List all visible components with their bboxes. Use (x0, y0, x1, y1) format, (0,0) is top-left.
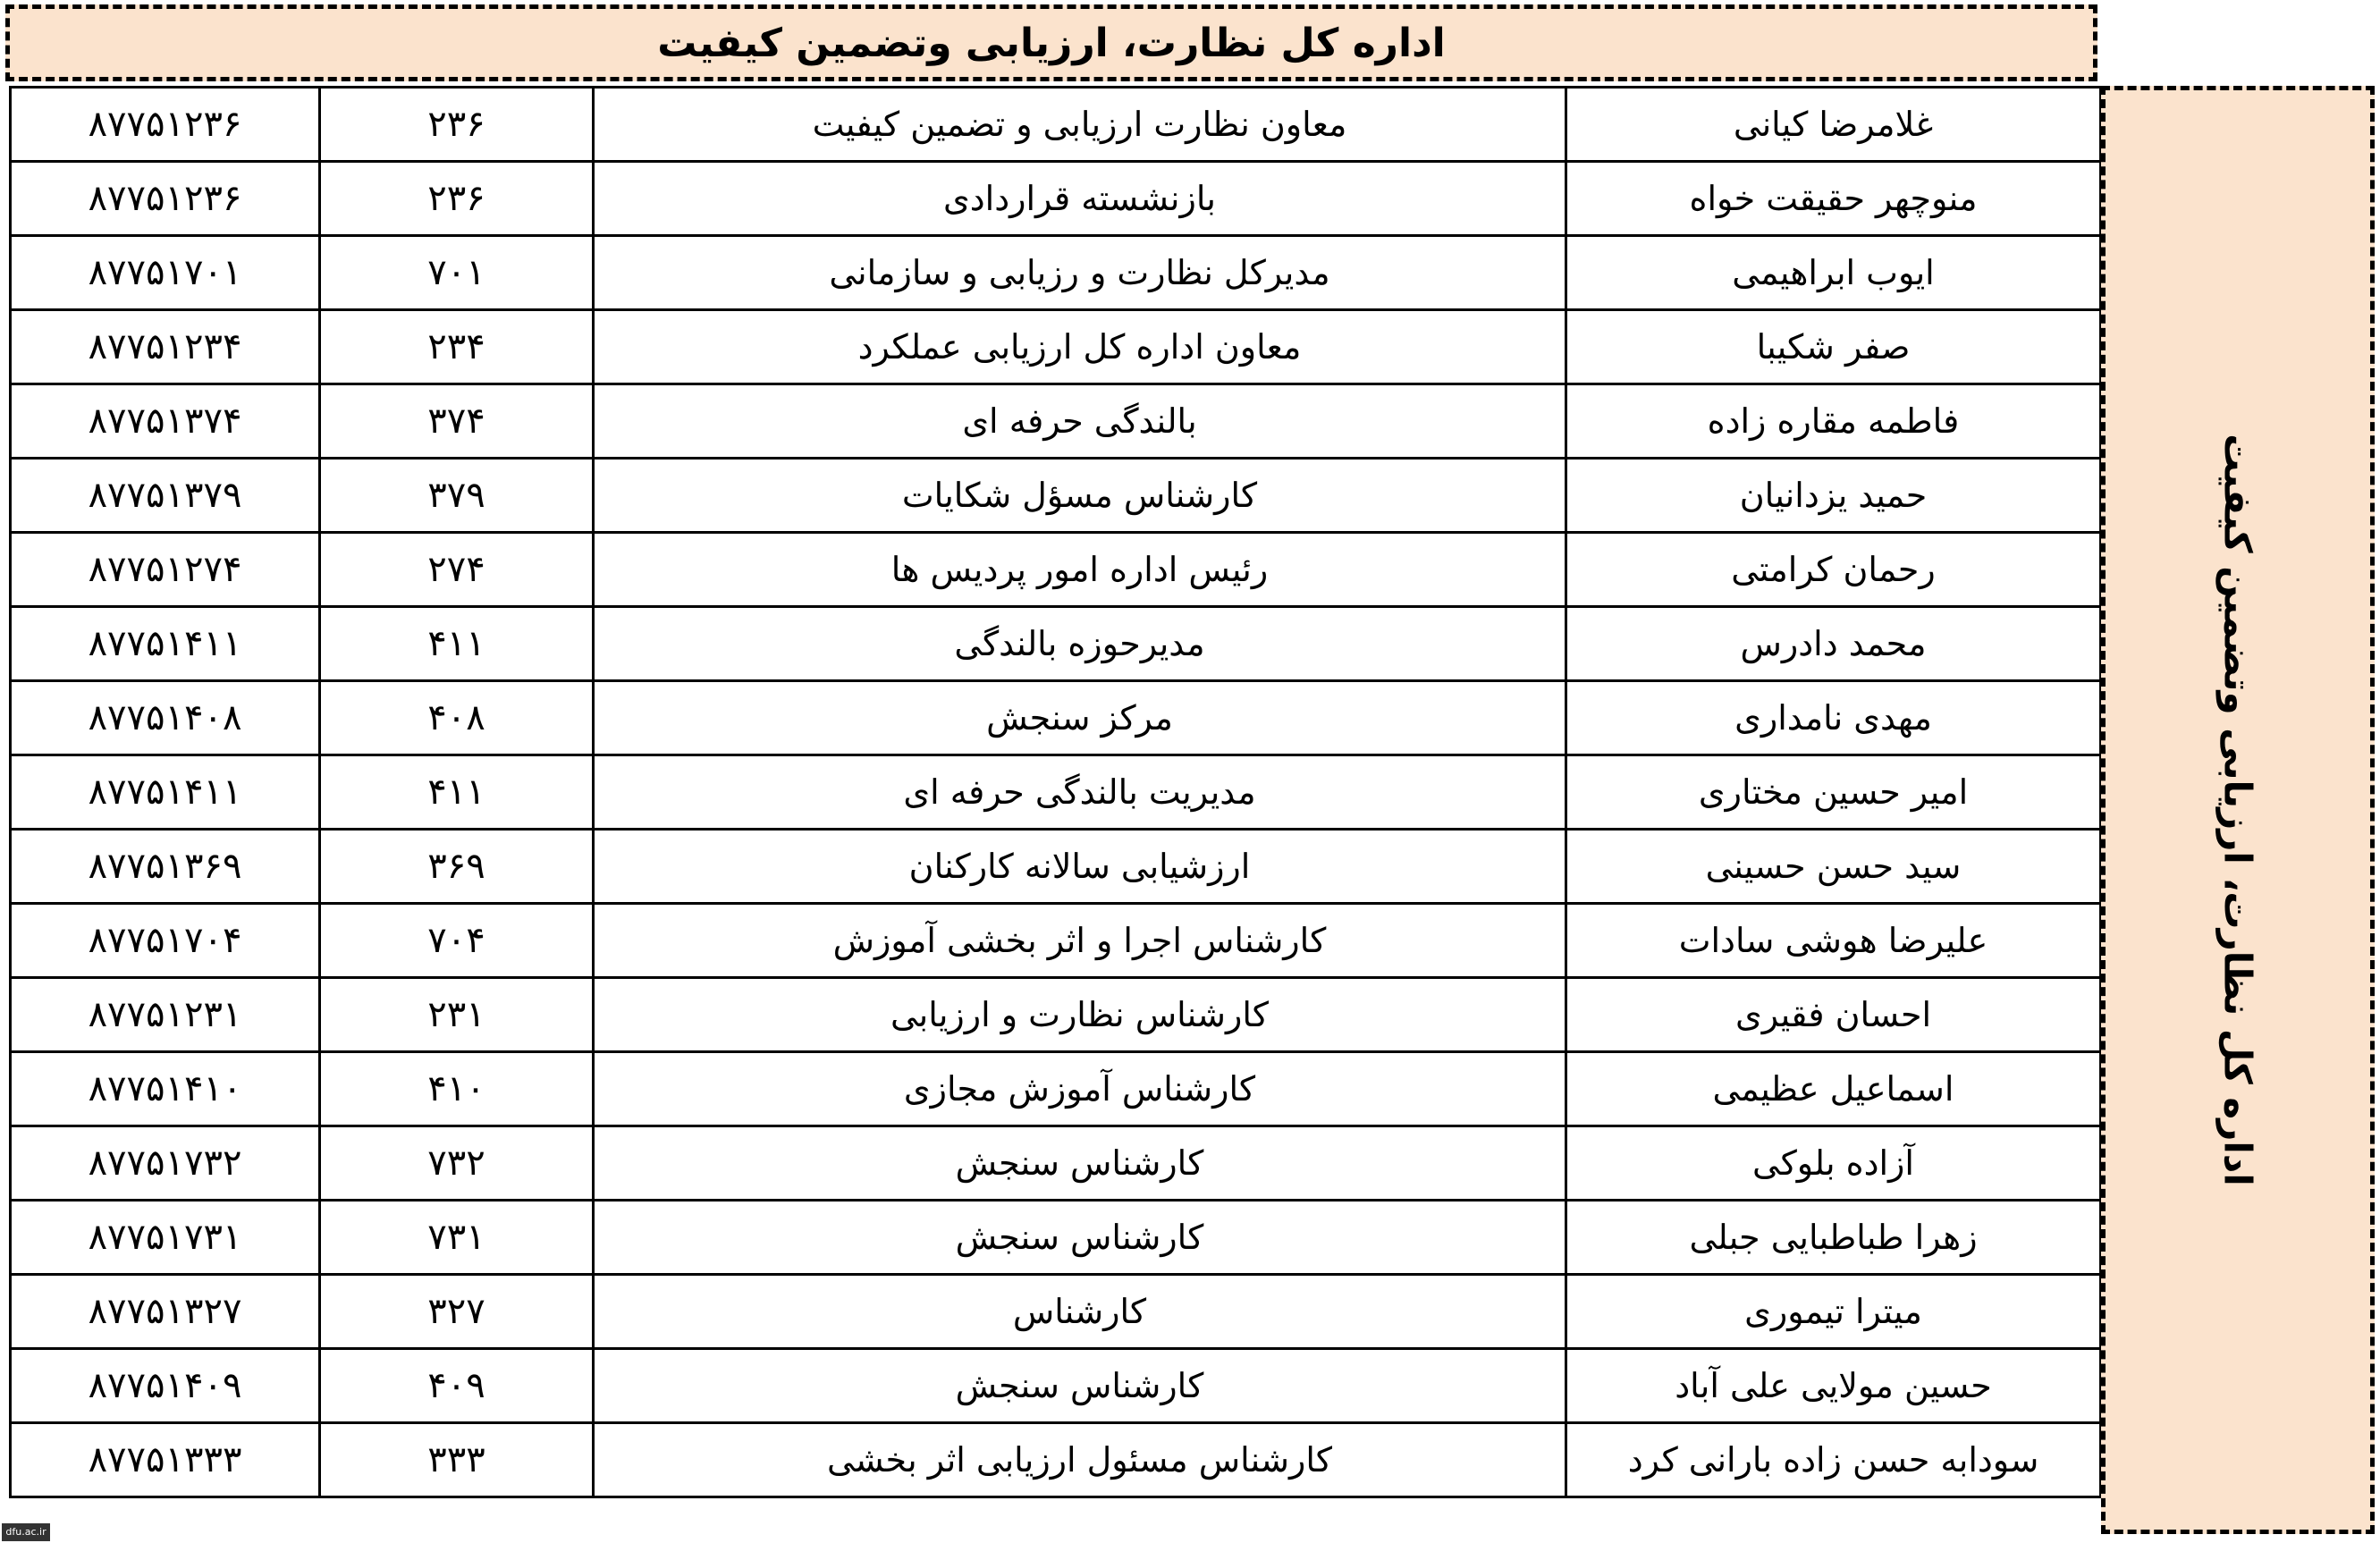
staff-name-cell: اسماعیل عظیمی (1566, 1052, 2101, 1126)
table-row (11, 904, 2101, 978)
table-row (11, 533, 2101, 607)
job-title-cell: معاون نظارت ارزیابی و تضمین کیفیت (594, 88, 1566, 162)
extension-cell: ۲۷۴ (320, 533, 594, 607)
staff-name-cell: رحمان کرامتی (1566, 533, 2101, 607)
staff-name-cell: ایوب ابراهیمی (1566, 236, 2101, 310)
staff-name-cell: حمید یزدانیان (1566, 459, 2101, 533)
phone-cell: ۸۷۷۵۱۴۰۹ (11, 1349, 320, 1423)
phone-cell: ۸۷۷۵۱۷۰۱ (11, 236, 320, 310)
staff-name-cell: میترا تیموری (1566, 1275, 2101, 1349)
extension-cell: ۳۳۳ (320, 1423, 594, 1497)
extension-cell: ۷۰۱ (320, 236, 594, 310)
staff-name-cell: منوچهر حقیقت خواه (1566, 162, 2101, 236)
phone-cell: ۸۷۷۵۱۴۱۰ (11, 1052, 320, 1126)
job-title-cell: مرکز سنجش (594, 681, 1566, 755)
department-side-label: اداره کل نظارت، ارزیابی وتضمین کیفیت (2215, 434, 2260, 1186)
staff-name-cell: محمد دادرس (1566, 607, 2101, 681)
staff-name-cell: مهدی نامداری (1566, 681, 2101, 755)
extension-cell: ۷۳۱ (320, 1201, 594, 1275)
job-title-cell: رئیس اداره امور پردیس ها (594, 533, 1566, 607)
table-row (11, 607, 2101, 681)
phone-cell: ۸۷۷۵۱۲۷۴ (11, 533, 320, 607)
phone-cell: ۸۷۷۵۱۳۷۴ (11, 384, 320, 459)
staff-name-cell: حسین مولایی علی آباد (1566, 1349, 2101, 1423)
table-row (11, 384, 2101, 459)
job-title-cell: بالندگی حرفه ای (594, 384, 1566, 459)
phone-cell: ۸۷۷۵۱۷۳۲ (11, 1126, 320, 1201)
phone-cell: ۸۷۷۵۱۴۰۸ (11, 681, 320, 755)
page-title: اداره کل نظارت، ارزیابی وتضمین کیفیت (657, 20, 1446, 66)
table-row (11, 1275, 2101, 1349)
extension-cell: ۷۰۴ (320, 904, 594, 978)
extension-cell: ۳۲۷ (320, 1275, 594, 1349)
department-side-panel (2101, 86, 2375, 1534)
extension-cell: ۲۳۱ (320, 978, 594, 1052)
staff-name-cell: علیرضا هوشی سادات (1566, 904, 2101, 978)
phone-cell: ۸۷۷۵۱۳۳۳ (11, 1423, 320, 1497)
site-watermark: dfu.ac.ir (2, 1523, 50, 1541)
extension-cell: ۴۱۱ (320, 607, 594, 681)
table-row (11, 310, 2101, 384)
phone-cell: ۸۷۷۵۱۴۱۱ (11, 755, 320, 830)
staff-name-cell: زهرا طباطبایی جبلی (1566, 1201, 2101, 1275)
extension-cell: ۴۱۱ (320, 755, 594, 830)
job-title-cell: کارشناس اجرا و اثر بخشی آموزش (594, 904, 1566, 978)
extension-cell: ۲۳۴ (320, 310, 594, 384)
phone-cell: ۸۷۷۵۱۲۳۶ (11, 162, 320, 236)
phone-cell: ۸۷۷۵۱۳۶۹ (11, 830, 320, 904)
extension-cell: ۳۷۹ (320, 459, 594, 533)
job-title-cell: کارشناس نظارت و ارزیابی (594, 978, 1566, 1052)
page-title-bar (5, 4, 2097, 81)
job-title-cell: مدیرکل نظارت و رزیابی و سازمانی (594, 236, 1566, 310)
extension-cell: ۳۶۹ (320, 830, 594, 904)
extension-cell: ۴۱۰ (320, 1052, 594, 1126)
extension-cell: ۳۷۴ (320, 384, 594, 459)
table-row (11, 1052, 2101, 1126)
job-title-cell: کارشناس (594, 1275, 1566, 1349)
job-title-cell: معاون اداره کل ارزیابی عملکرد (594, 310, 1566, 384)
job-title-cell: مدیریت بالندگی حرفه ای (594, 755, 1566, 830)
job-title-cell: کارشناس سنجش (594, 1349, 1566, 1423)
phone-cell: ۸۷۷۵۱۷۳۱ (11, 1201, 320, 1275)
phone-cell: ۸۷۷۵۱۳۲۷ (11, 1275, 320, 1349)
phone-cell: ۸۷۷۵۱۳۷۹ (11, 459, 320, 533)
extension-cell: ۷۳۲ (320, 1126, 594, 1201)
table-row (11, 236, 2101, 310)
extension-cell: ۴۰۹ (320, 1349, 594, 1423)
table-row (11, 459, 2101, 533)
staff-directory-table (9, 86, 2102, 1498)
staff-name-cell: آزاده بلوکی (1566, 1126, 2101, 1201)
table-row (11, 1126, 2101, 1201)
job-title-cell: کارشناس سنجش (594, 1126, 1566, 1201)
job-title-cell: مدیرحوزه بالندگی (594, 607, 1566, 681)
extension-cell: ۲۳۶ (320, 162, 594, 236)
staff-name-cell: صفر شکیبا (1566, 310, 2101, 384)
staff-name-cell: سید حسن حسینی (1566, 830, 2101, 904)
phone-cell: ۸۷۷۵۱۷۰۴ (11, 904, 320, 978)
extension-cell: ۲۳۶ (320, 88, 594, 162)
table-row (11, 755, 2101, 830)
job-title-cell: کارشناس مسؤل شکایات (594, 459, 1566, 533)
job-title-cell: کارشناس آموزش مجازی (594, 1052, 1566, 1126)
phone-cell: ۸۷۷۵۱۴۱۱ (11, 607, 320, 681)
job-title-cell: کارشناس مسئول ارزیابی اثر بخشی (594, 1423, 1566, 1497)
extension-cell: ۴۰۸ (320, 681, 594, 755)
phone-cell: ۸۷۷۵۱۲۳۶ (11, 88, 320, 162)
table-row (11, 978, 2101, 1052)
staff-name-cell: فاطمه مقاره زاده (1566, 384, 2101, 459)
staff-name-cell: احسان فقیری (1566, 978, 2101, 1052)
table-row (11, 1349, 2101, 1423)
job-title-cell: بازنشسته قراردادی (594, 162, 1566, 236)
table-row (11, 162, 2101, 236)
table-row (11, 681, 2101, 755)
job-title-cell: کارشناس سنجش (594, 1201, 1566, 1275)
table-row (11, 1201, 2101, 1275)
table-row (11, 88, 2101, 162)
table-row (11, 1423, 2101, 1497)
staff-name-cell: سودابه حسن زاده بارانی کرد (1566, 1423, 2101, 1497)
staff-directory-body (11, 88, 2101, 1497)
phone-cell: ۸۷۷۵۱۲۳۴ (11, 310, 320, 384)
staff-name-cell: امیر حسین مختاری (1566, 755, 2101, 830)
phone-cell: ۸۷۷۵۱۲۳۱ (11, 978, 320, 1052)
staff-name-cell: غلامرضا کیانی (1566, 88, 2101, 162)
table-row (11, 830, 2101, 904)
job-title-cell: ارزشیابی سالانه کارکنان (594, 830, 1566, 904)
